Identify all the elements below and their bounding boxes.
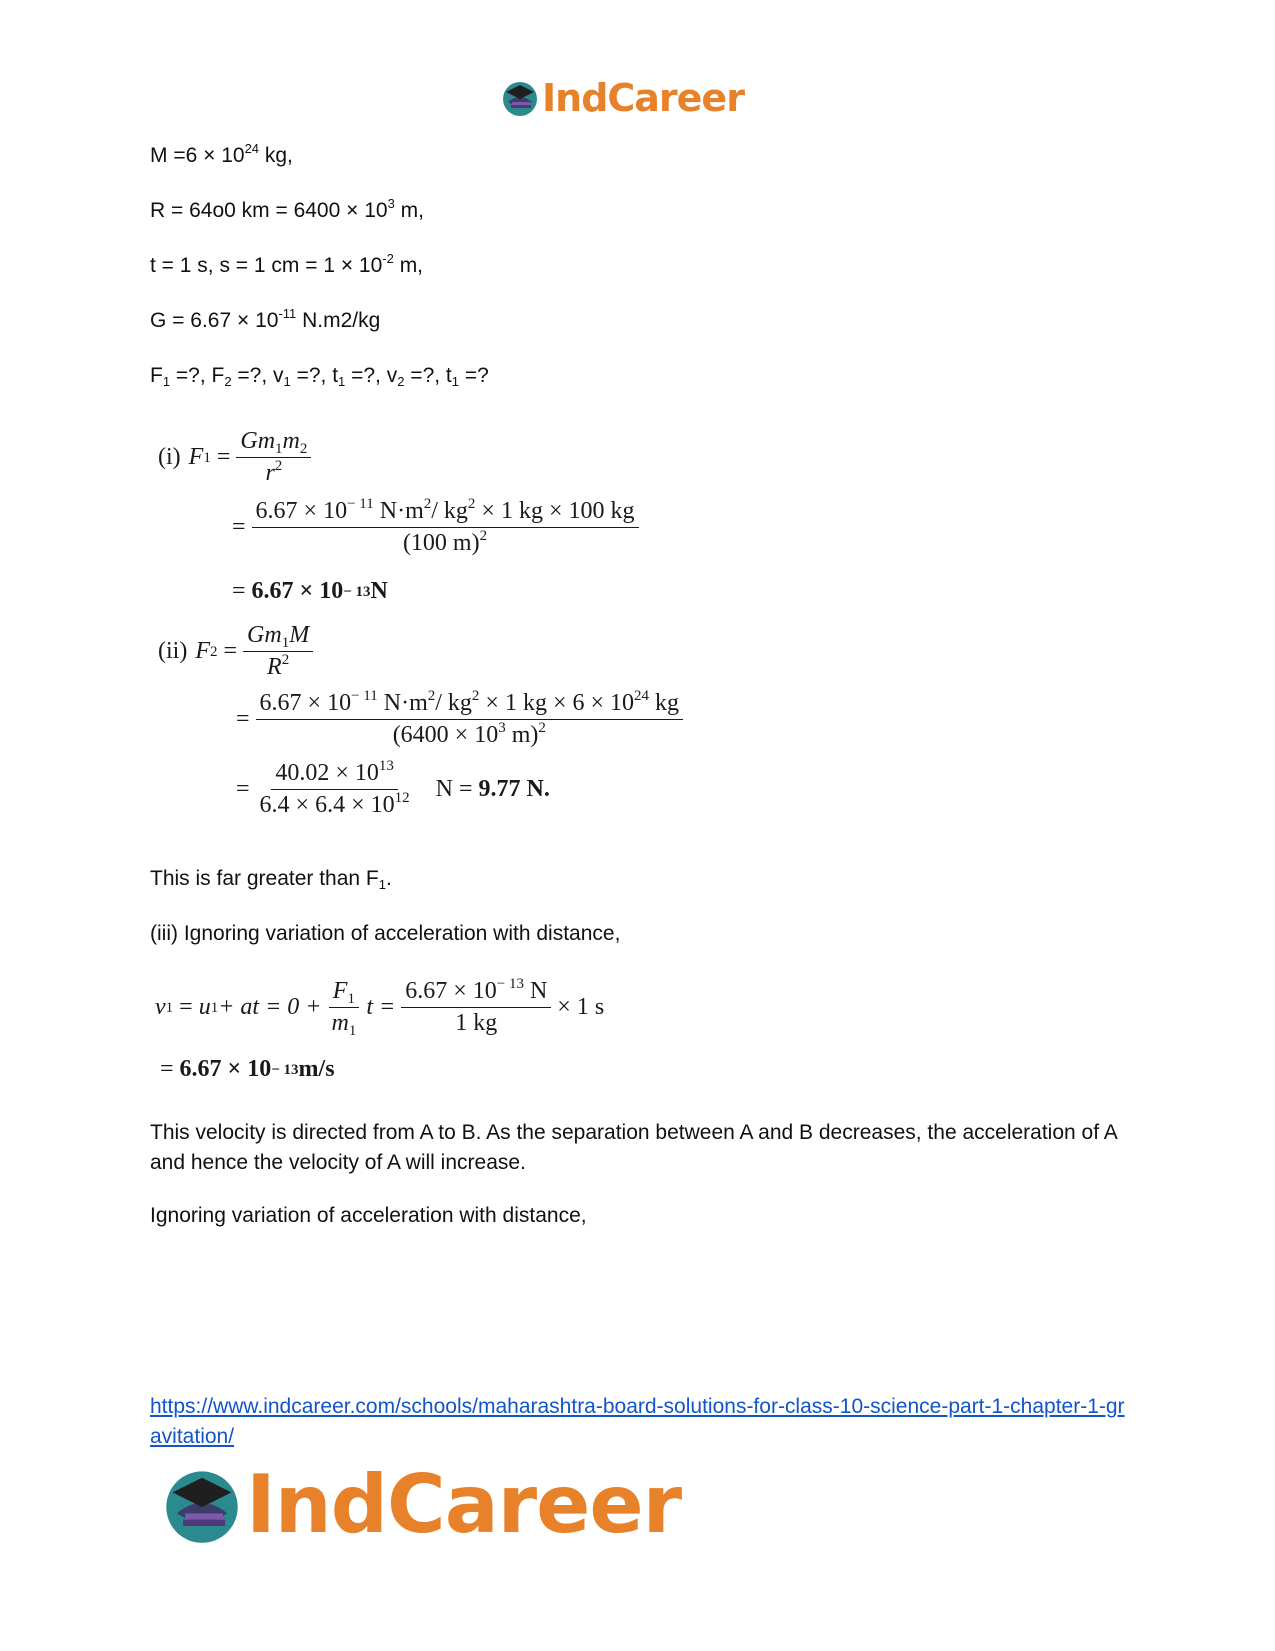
comparison-text: This is far greater than $F_1$. xyxy=(150,867,392,892)
eq3-formula: v 1 = u 1 + at = 0 + $\frac{F_1}{m_1}$ t = $\frac{6.67 \times 10^{- 13} N}{1 kg}$ × 1 s xyxy=(155,976,605,1039)
eq1-formula: (i) F 1 = $\frac{Gm_1m_2}{r^2}$ xyxy=(158,428,317,487)
velocity-paragraph: This velocity is directed from A to B. As the separation between A and B decreases, the acceleration of A and hence the velocity of A will increase. xyxy=(150,1121,1117,1174)
given-time-displacement: t = 1 s, s = 1 cm = $1 \times 10^{-2}$ m, xyxy=(150,251,424,277)
eq2-formula: (ii) F 2 = $\frac{Gm_1M}{R^2}$ xyxy=(158,622,319,681)
eq3-result: = 6.67 × 10 − 13 m/s xyxy=(160,1056,335,1082)
brand-logo-top xyxy=(500,76,744,120)
brand-wordmark: IndCareer xyxy=(542,76,744,120)
globe-graduation-cap-icon xyxy=(160,1463,244,1547)
given-gravitational-constant: $G = 6.67 \times 10^{-11}$ N.m2/kg xyxy=(150,306,381,332)
ignoring-variation-text: Ignoring variation of acceleration with distance, xyxy=(150,1204,587,1227)
source-link[interactable]: https://www.indcareer.com/schools/maharashtra-board-solutions-for-class-10-science-part-1-chapter-1-gravitation/ xyxy=(150,1395,1125,1448)
part-iii-intro: (iii) Ignoring variation of acceleration with distance, xyxy=(150,922,621,945)
brand-wordmark: IndCareer xyxy=(246,1458,682,1551)
eq2-result: = $\frac{40.02 \times 10^{13}}{6.4 \times 6.4 \times 10^{12}}$ N = 9.77 N. xyxy=(236,758,550,818)
given-radius: R = 64o0 km = $6400 \times 10^3$ m, xyxy=(150,196,424,222)
eq1-result: = 6.67 × 10 − 13 N xyxy=(232,578,388,604)
globe-graduation-cap-icon xyxy=(500,78,540,118)
eq2-substitution: = $\frac{6.67 \times 10^{- 11} N\cdot m^2/ kg^2 \times 1 kg \times 6 \times 10^{24} kg}{(6400 \times 10^3 m)^2}$ xyxy=(236,690,689,749)
eq1-substitution: = $\frac{6.67 \times 10^{- 11} N\cdot m^2/ kg^2 \times 1 kg \times 100 kg}{(100 m)^2}$ xyxy=(232,498,645,557)
unknowns-line: $F_1$ =?, $F_2$ =?, $v_1$ =?, $t_1$ =?, $v_2$ =?, $t_1$ =? xyxy=(150,364,489,389)
brand-logo-bottom xyxy=(160,1458,681,1551)
given-mass: $M =6 \times 10^{24}$ kg, xyxy=(150,141,293,167)
